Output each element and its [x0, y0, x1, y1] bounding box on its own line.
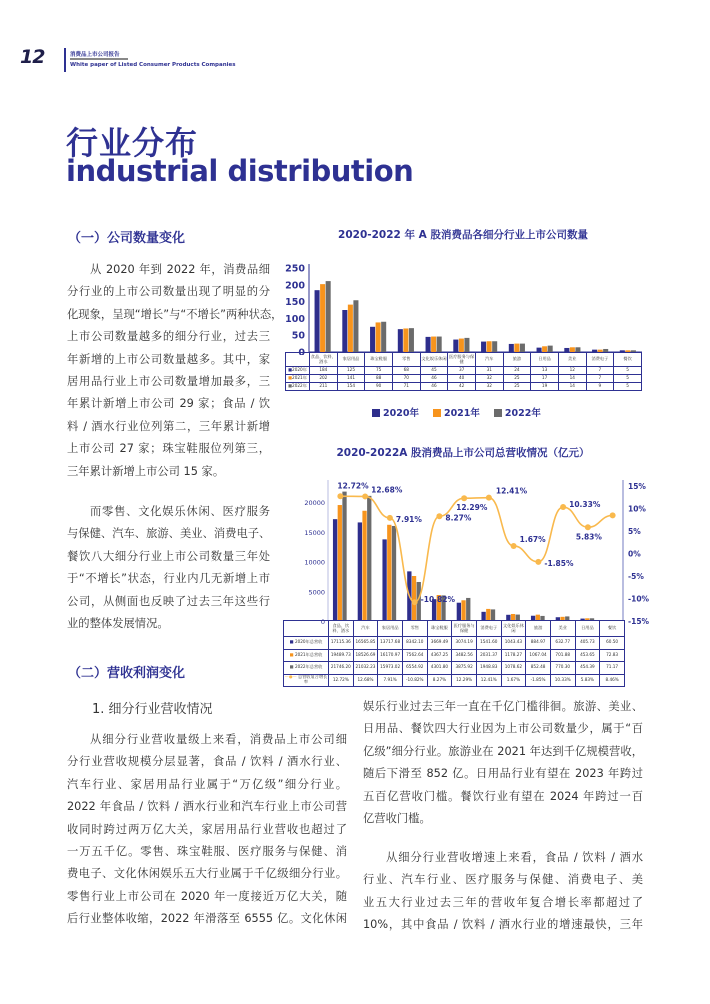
- table-cell: 14: [558, 383, 586, 391]
- table-cell: 1067.04: [526, 649, 551, 662]
- table-cell: 1948.83: [476, 662, 501, 675]
- growth-data-label: 10.33%: [569, 500, 601, 510]
- table-header-cell: 旅游: [526, 621, 551, 637]
- table-cell: 75: [365, 367, 393, 375]
- bar-2021年: [459, 339, 464, 352]
- table-header-cell: 医疗服务与保健: [448, 353, 476, 367]
- chart1-title: 2020-2022 年 A 股消费品各细分行业上市公司数量: [338, 229, 588, 241]
- paragraph: [363, 847, 643, 937]
- table-cell: 5.83%: [575, 674, 600, 686]
- table-cell: 211: [310, 383, 338, 391]
- table-cell: 4301.80: [427, 662, 452, 675]
- table-cell: 90: [365, 383, 393, 391]
- paragraph-line: 从 2020 年到 2022 年，消费品细: [90, 263, 270, 276]
- table-cell: 12.41%: [476, 674, 501, 686]
- table-header-cell: 零售: [402, 621, 427, 637]
- chart2-title: 2020-2022A 股消费品上市公司总营收情况（亿元）: [336, 447, 590, 459]
- growth-point: [610, 512, 616, 518]
- table-cell: 13717.68: [378, 637, 403, 650]
- paragraph-line: 业五大行业过去三年的营收年复合增长率都超过了: [363, 895, 643, 909]
- y-tick-label: 5000: [308, 588, 325, 597]
- table-cell: 71.17: [600, 662, 625, 675]
- bar-2021年: [514, 344, 519, 352]
- table-cell: 3669.49: [427, 637, 452, 650]
- paragraph-line: 零售行业上市公司在 2020 年一度接近万亿大关，随: [67, 889, 347, 903]
- table-cell: 68: [392, 367, 420, 375]
- page-number: 12: [20, 46, 45, 68]
- bar-2021年总营收: [387, 525, 391, 621]
- table-cell: 19489.73: [329, 649, 354, 662]
- table-cell: 46: [420, 383, 448, 391]
- legend-label: 2020年: [383, 408, 419, 419]
- bar-2021年总营收: [338, 505, 342, 621]
- paragraph-line: 而零售、文化娱乐休闲、医疗服务: [90, 505, 270, 518]
- bar-2020年: [481, 342, 486, 352]
- bar-2020年: [426, 337, 431, 352]
- bar-2020年总营收: [358, 522, 362, 621]
- row-label: ■2021年: [286, 375, 310, 383]
- table-header-cell: 餐饮: [614, 353, 642, 367]
- table-cell: 141: [337, 375, 365, 383]
- table-header-cell: 珠宝鞋服: [427, 621, 452, 637]
- growth-point: [585, 524, 591, 530]
- table-cell: 21746.20: [329, 662, 354, 675]
- bar-2022年: [492, 341, 497, 352]
- table-cell: 7562.64: [402, 649, 427, 662]
- table-header-cell: 汽车: [353, 621, 378, 637]
- table-cell: 70: [392, 375, 420, 383]
- bar-2022年: [437, 337, 442, 352]
- table-cell: 2031.37: [476, 649, 501, 662]
- table-cell: 884.97: [526, 637, 551, 650]
- bar-2020年: [398, 329, 403, 352]
- page-title: 行业分布: [66, 124, 199, 162]
- legend-swatch: [372, 409, 380, 417]
- y-tick-label: 10000: [304, 558, 325, 567]
- table-cell: 154: [337, 383, 365, 391]
- table-cell: 72.83: [600, 649, 625, 662]
- table-corner: [286, 353, 310, 367]
- bar-2022年: [326, 281, 331, 352]
- growth-point: [486, 495, 492, 501]
- chart2-data-table: [283, 620, 625, 687]
- growth-point: [362, 493, 368, 499]
- growth-data-label: 8.27%: [445, 513, 472, 523]
- paragraph-line: 汽车行业、家居用品行业属于“万亿级”细分行业。: [67, 777, 347, 791]
- paragraph-line: 从细分行业营收量级上来看，消费品上市公司细: [90, 733, 347, 746]
- legend-label: 2021年: [443, 408, 480, 419]
- paragraph-line: 2022 年食品 / 饮料 / 酒水行业和汽车行业上市公司营: [67, 800, 347, 814]
- growth-data-label: -10.82%: [420, 595, 455, 605]
- growth-point: [461, 495, 467, 501]
- table-cell: 46: [420, 375, 448, 383]
- bar-2020年: [315, 290, 320, 352]
- table-cell: 13: [531, 367, 559, 375]
- table-cell: 454.39: [575, 662, 600, 675]
- y-tick-label: 100: [285, 313, 305, 325]
- bar-2021年总营收: [461, 600, 465, 621]
- paragraph: [67, 259, 283, 483]
- table-header-cell: 文化娱乐休闲: [420, 353, 448, 367]
- paragraph-line: 料 / 酒水行业位列第二，三年累计新增: [67, 419, 270, 433]
- paragraph-line: 费电子、文化休闲娱乐五大行业属于千亿级细分行业。: [67, 867, 347, 881]
- paragraph-line: 化现象，呈现“增长”与“不增长”两种状态，: [67, 307, 283, 321]
- table-row: [284, 649, 625, 662]
- bar-2020年: [342, 310, 347, 352]
- paragraph-line: 上市公司数量越多的细分行业，过去三: [67, 330, 270, 344]
- table-row: [286, 383, 642, 391]
- bar-2022年: [464, 338, 469, 352]
- table-cell: -10.82%: [402, 674, 427, 686]
- paragraph-line: 年累计新增上市公司 29 家；食品 / 饮: [67, 397, 270, 411]
- table-header-cell: 珠宝鞋服: [365, 353, 393, 367]
- table-header-cell: 食品、饮料、酒水: [310, 353, 338, 367]
- legend-item-2021: [433, 405, 480, 419]
- table-cell: 1178.27: [501, 649, 526, 662]
- growth-point: [560, 504, 566, 510]
- paragraph-line: 随后下滑至 852 亿。日用品行业有望在 2023 年跨过: [363, 767, 643, 781]
- table-cell: 8.27%: [427, 674, 452, 686]
- report-title-en: White paper of Listed Consumer Products Companies: [70, 62, 236, 68]
- table-cell: 1541.60: [476, 637, 501, 650]
- bar-2020年: [370, 327, 375, 352]
- table-cell: 3875.92: [452, 662, 477, 675]
- table-header-cell: 消费电子: [586, 353, 614, 367]
- chart2-plot: [280, 470, 660, 626]
- table-cell: 6554.92: [402, 662, 427, 675]
- table-cell: 17: [531, 375, 559, 383]
- growth-point: [511, 543, 517, 549]
- paragraph-line: 一万五千亿。零售、珠宝鞋服、医疗服务与保健、消: [67, 845, 347, 859]
- paragraph: [67, 501, 270, 635]
- paragraph-line: 分行业的上市公司数量出现了明显的分: [67, 285, 270, 299]
- paragraph-line: 三年累计新增上市公司 15 家。: [67, 464, 225, 478]
- bar-2021年: [376, 322, 381, 352]
- table-cell: 32: [475, 383, 503, 391]
- table-cell: 8.46%: [600, 674, 625, 686]
- row-label: ■ 2022年总营收: [284, 662, 329, 675]
- table-header-cell: 家居用品: [337, 353, 365, 367]
- table-cell: 770.30: [550, 662, 575, 675]
- bar-2022年: [353, 300, 358, 352]
- paragraph-line: 行业、汽车行业、医疗服务与保健、消费电子、美: [363, 873, 643, 887]
- table-cell: -1.85%: [526, 674, 551, 686]
- y-tick-label: 0: [320, 618, 325, 626]
- table-cell: 45: [420, 367, 448, 375]
- table-header-cell: 食品、饮料、酒水: [329, 621, 354, 637]
- paragraph-line: 分行业营收规模分层显著，食品 / 饮料 / 酒水行业、: [67, 755, 347, 769]
- table-cell: 10.33%: [550, 674, 575, 686]
- y-tick-label: 15000: [304, 528, 325, 537]
- bar-2022年: [520, 344, 525, 352]
- table-cell: 5: [614, 367, 642, 375]
- bar-2022年总营收: [342, 492, 346, 621]
- paragraph-line: 餐饮八大细分行业上市公司数量三年处: [67, 549, 270, 563]
- row-label: ■ 2020年总营收: [284, 637, 329, 650]
- paragraph-line: 亿级”细分行业。旅游业在 2021 年达到千亿规模营收，: [363, 744, 643, 758]
- table-header-cell: 零售: [392, 353, 420, 367]
- row-label: ■ 2021年总营收: [284, 649, 329, 662]
- table-cell: 1043.43: [501, 637, 526, 650]
- section-heading-1: （一）公司数量变化: [68, 231, 186, 246]
- y-tick-label: 0: [298, 347, 305, 355]
- chart1-plot: [280, 255, 650, 355]
- paragraph-line: 五百亿营收门槛。餐饮行业有望在 2024 年跨过一百: [363, 789, 643, 803]
- table-cell: 60.50: [600, 637, 625, 650]
- table-cell: 1078.62: [501, 662, 526, 675]
- table-cell: 88: [365, 375, 393, 383]
- row-label: ■2022年: [286, 383, 310, 391]
- table-cell: 18526.69: [353, 649, 378, 662]
- growth-point: [412, 599, 418, 605]
- table-cell: 3482.56: [452, 649, 477, 662]
- y-tick-label: 20000: [304, 499, 325, 507]
- table-cell: 21032.23: [353, 662, 378, 675]
- legend-swatch: [433, 409, 441, 417]
- table-cell: 8342.10: [402, 637, 427, 650]
- y2-tick-label: -15%: [628, 617, 650, 626]
- table-row: [284, 662, 625, 675]
- bar-2021年: [403, 328, 408, 352]
- bar-2021年总营收: [412, 576, 416, 621]
- y-tick-label: 150: [285, 297, 305, 309]
- table-row: [286, 375, 642, 383]
- legend-label: 2022年: [504, 408, 541, 419]
- paragraph-line: 居用品行业上市公司数量增加最多，三: [67, 375, 270, 389]
- table-cell: 12.72%: [329, 674, 354, 686]
- y-tick-label: 250: [285, 263, 305, 275]
- bar-2021年: [348, 305, 353, 352]
- table-cell: 25: [503, 383, 531, 391]
- growth-data-label: -1.85%: [544, 558, 574, 568]
- table-header-cell: 餐饮: [600, 621, 625, 637]
- table-cell: 5: [614, 383, 642, 391]
- section-heading-2: （二）营收利润变化: [68, 666, 186, 681]
- growth-data-label: 5.83%: [575, 532, 602, 542]
- y-tick-label: 200: [285, 280, 305, 292]
- chart1-data-table: [285, 352, 642, 391]
- bar-2022年总营收: [392, 526, 396, 621]
- paragraph-line: 与保健、汽车、旅游、美业、消费电子、: [67, 527, 271, 541]
- report-title-cn: 消费品上市公司报告: [70, 52, 120, 58]
- row-label: ■2020年: [286, 367, 310, 375]
- paragraph-line: 10%，其中食品 / 饮料 / 酒水行业的增速最快，三年: [363, 918, 643, 932]
- table-cell: 17115.36: [329, 637, 354, 650]
- table-header-cell: 美业: [550, 621, 575, 637]
- table-cell: 4367.25: [427, 649, 452, 662]
- y2-tick-label: 10%: [628, 504, 646, 514]
- paragraph-line: 亿营收门槛。: [363, 812, 431, 826]
- table-cell: 42: [448, 383, 476, 391]
- legend-swatch: [494, 409, 502, 417]
- bar-2020年总营收: [333, 519, 337, 621]
- table-cell: 32: [475, 375, 503, 383]
- table-cell: 405.73: [575, 637, 600, 650]
- growth-point: [337, 493, 343, 499]
- table-cell: 202: [310, 375, 338, 383]
- table-cell: 7: [586, 367, 614, 375]
- table-cell: 7: [586, 375, 614, 383]
- growth-data-label: 12.72%: [337, 481, 369, 491]
- table-cell: 71: [392, 383, 420, 391]
- y2-tick-label: 15%: [628, 482, 646, 491]
- bar-2021年: [320, 284, 325, 352]
- y2-tick-label: 0%: [628, 549, 641, 559]
- header-divider: [64, 48, 66, 72]
- paragraph-line: 从细分行业营收增速上来看，食品 / 饮料 / 酒水: [386, 851, 643, 864]
- paragraph-line: 娱乐行业过去三年一直在千亿门槛徘徊。旅游、美业、: [363, 700, 643, 713]
- legend-item-2022: [494, 405, 541, 419]
- bar-2021年: [431, 337, 436, 352]
- table-header-cell: 汽车: [475, 353, 503, 367]
- legend-item-2020: [372, 405, 419, 419]
- table-header-cell: 文化娱乐休闲: [501, 621, 526, 637]
- paragraph: [67, 729, 347, 931]
- growth-data-label: 12.29%: [456, 503, 488, 513]
- table-cell: 12.68%: [353, 674, 378, 686]
- table-cell: 3074.19: [452, 637, 477, 650]
- table-cell: 14: [558, 375, 586, 383]
- table-corner: [284, 621, 329, 637]
- table-cell: 9: [586, 383, 614, 391]
- table-cell: 125: [337, 367, 365, 375]
- table-header-cell: 日用品: [531, 353, 559, 367]
- table-cell: 5: [614, 375, 642, 383]
- table-cell: 16170.97: [378, 649, 403, 662]
- table-cell: 184: [310, 367, 338, 375]
- chart1-legend: [372, 405, 541, 419]
- table-header-cell: 日用品: [575, 621, 600, 637]
- bar-2020年总营收: [457, 603, 461, 621]
- paragraph-line: 业的整体发展情况。: [67, 617, 169, 631]
- table-cell: 16565.85: [353, 637, 378, 650]
- paragraph-line: 后行业整体收缩，2022 年滑落至 6555 亿。文化休闲: [67, 912, 347, 926]
- paragraph-line: 收同时跨过两万亿大关，家居用品行业营收也超过了: [67, 822, 347, 836]
- table-cell: 12.29%: [452, 674, 477, 686]
- table-row: [284, 637, 625, 650]
- y2-tick-label: -5%: [628, 572, 644, 581]
- table-cell: 24: [503, 367, 531, 375]
- growth-data-label: 12.41%: [495, 486, 528, 496]
- growth-data-label: 12.68%: [371, 485, 403, 495]
- table-cell: 852.48: [526, 662, 551, 675]
- table-cell: 453.65: [575, 649, 600, 662]
- y2-tick-label: 5%: [628, 527, 641, 536]
- paragraph-line: 公司，从侧面也反映了过去三年这些行: [67, 594, 270, 608]
- row-label: —●— 总营收复合增长率: [284, 674, 328, 684]
- table-cell: 701.88: [550, 649, 575, 662]
- y2-tick-label: -10%: [628, 594, 650, 604]
- table-cell: 12: [558, 367, 586, 375]
- page-subtitle: industrial distribution: [66, 154, 414, 188]
- bar-2020年: [453, 340, 458, 352]
- table-cell: 19: [531, 383, 559, 391]
- subsection-heading: 1. 细分行业营收情况: [92, 702, 213, 717]
- table-header-cell: 家居用品: [378, 621, 403, 637]
- table-cell: 7.91%: [378, 674, 403, 686]
- growth-data-label: 7.91%: [395, 514, 422, 524]
- growth-point: [535, 559, 541, 565]
- table-cell: 1.67%: [501, 674, 526, 686]
- paragraph-line: 上市公司 27 家；珠宝鞋服位列第三，: [67, 442, 270, 456]
- bar-2022年总营收: [466, 598, 470, 621]
- table-cell: 25: [503, 375, 531, 383]
- table-row: [286, 367, 642, 375]
- table-cell: 632.77: [550, 637, 575, 650]
- paragraph: [363, 696, 643, 830]
- table-cell: 31: [475, 367, 503, 375]
- paragraph-line: 于“不增长”状态，行业内几无新增上市: [67, 572, 270, 586]
- bar-2022年: [381, 322, 386, 352]
- table-cell: 37: [448, 367, 476, 375]
- bar-2020年: [509, 344, 514, 352]
- paragraph-line: 日用品、餐饮四大行业因为上市公司数量少，属于“百: [363, 722, 643, 736]
- growth-point: [436, 513, 442, 519]
- table-header-cell: 医疗服务与保健: [452, 621, 477, 637]
- bar-2020年总营收: [382, 539, 386, 621]
- table-header-cell: 旅游: [503, 353, 531, 367]
- bar-2021年: [487, 341, 492, 352]
- paragraph-line: 年新增的上市公司数量越多。其中，家: [67, 352, 270, 366]
- table-header-cell: 消费电子: [476, 621, 501, 637]
- growth-data-label: 1.67%: [519, 534, 546, 544]
- bar-2022年总营收: [367, 496, 371, 621]
- y-tick-label: 50: [291, 330, 305, 342]
- table-cell: 40: [448, 375, 476, 383]
- table-header-cell: 美业: [558, 353, 586, 367]
- table-row: [284, 674, 625, 686]
- bar-2022年: [409, 328, 414, 352]
- growth-point: [387, 515, 393, 521]
- table-cell: 15973.02: [378, 662, 403, 675]
- header-rule: [70, 58, 128, 60]
- bar-2021年总营收: [362, 511, 366, 621]
